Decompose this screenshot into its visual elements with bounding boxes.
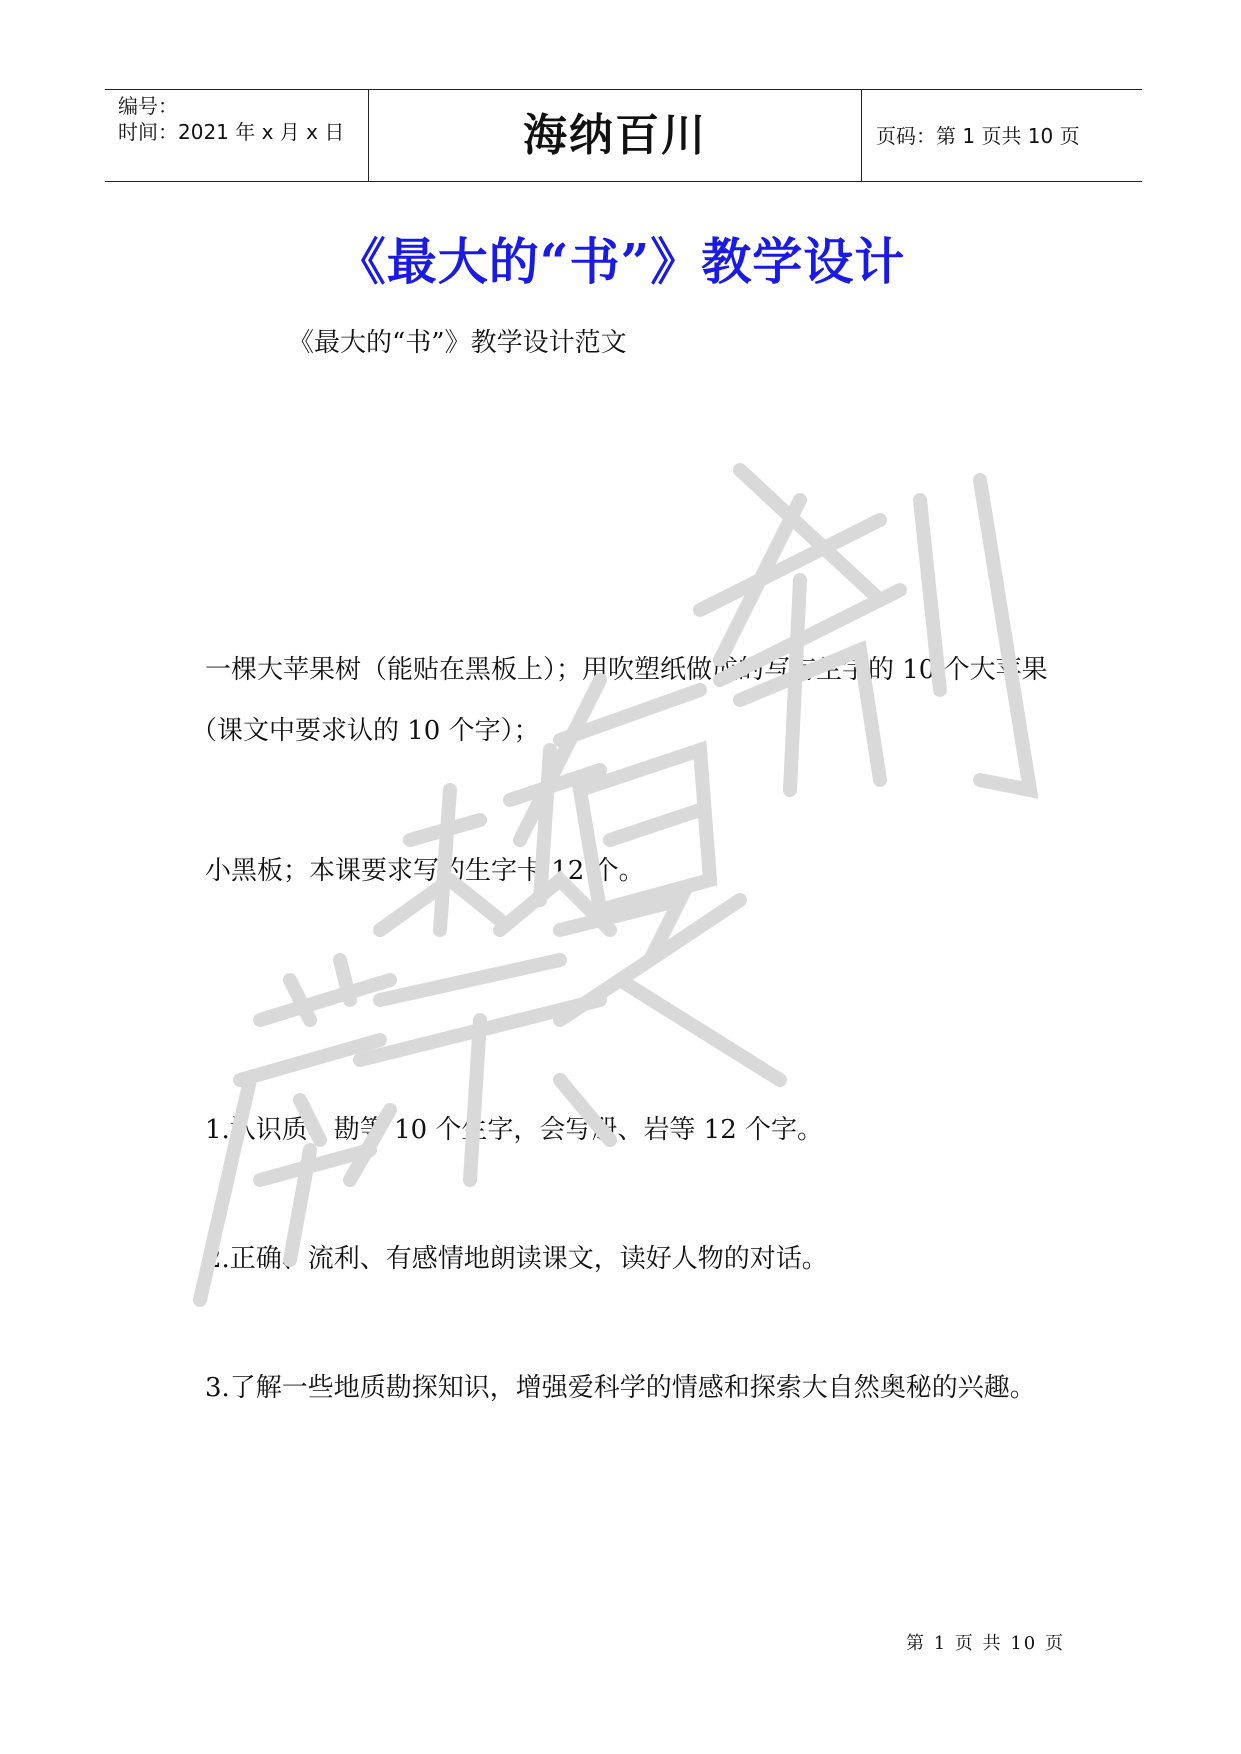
header-right-cell xyxy=(862,90,1142,181)
header-left-cell xyxy=(105,90,369,181)
paragraph-goal-2: 2.正确、流利、有感情地朗读课文，读好人物的对话。 xyxy=(205,1244,828,1274)
watermark-stamp xyxy=(180,460,1080,1360)
page-footer: 第 1 页 共 10 页 xyxy=(906,1633,1065,1654)
paragraph-goal-1: 1.认识质、勘等 10 个生字，会写册、岩等 12 个字。 xyxy=(205,1115,824,1145)
header-middle-cell xyxy=(369,90,862,181)
paragraph-blackboard: 小黑板；本课要求写的生字卡 12 个。 xyxy=(205,856,645,886)
document-number-label: 编号： xyxy=(118,94,178,118)
document-time-label: 时间：2021 年 x 月 x 日 xyxy=(118,120,345,144)
paragraph-goal-3: 3.了解一些地质勘探知识，增强爱科学的情感和探索大自然奥秘的兴趣。 xyxy=(205,1373,1036,1403)
company-name: 海纳百川 xyxy=(523,110,707,161)
watermark-text: 严禁复制 xyxy=(180,460,184,461)
paragraph-materials: 一棵大苹果树（能贴在黑板上）；用吹塑纸做成的写有生字的 10 个大苹果（课文中要求认的 10 个字）； xyxy=(191,655,1048,746)
header-table xyxy=(105,89,1142,182)
page-code: 页码：第 1 页共 10 页 xyxy=(876,124,1080,148)
document-title: 《最大的“书”》教学设计 xyxy=(335,232,906,291)
document-subtitle: 《最大的“书”》教学设计范文 xyxy=(288,328,627,358)
